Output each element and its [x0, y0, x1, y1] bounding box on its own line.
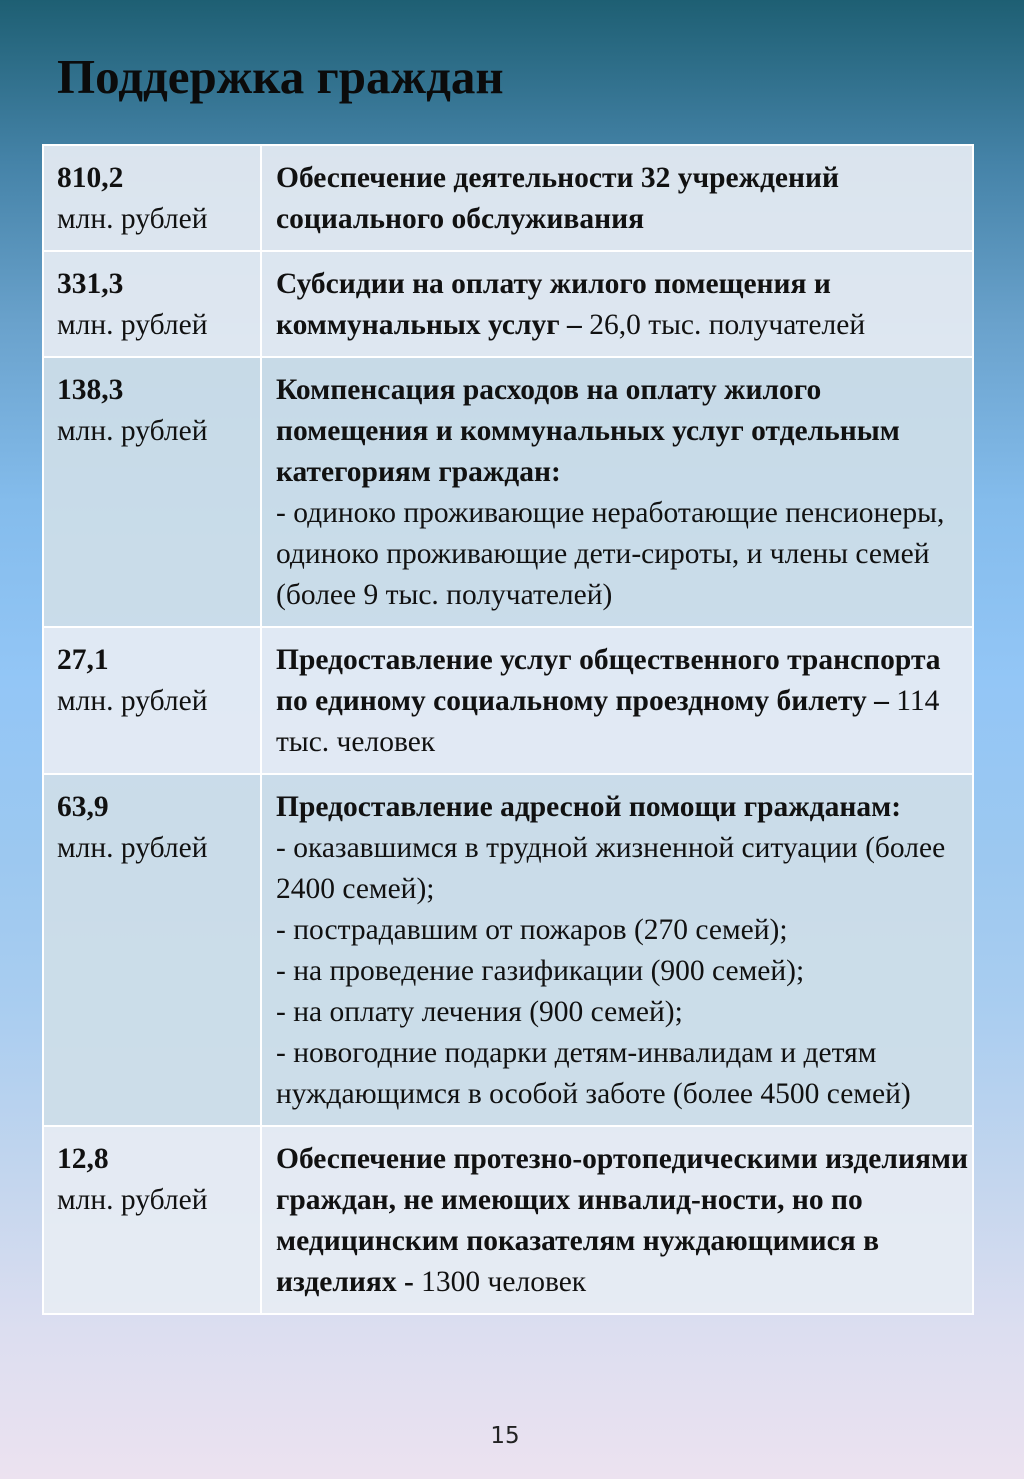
amount-unit: млн. рублей [57, 415, 208, 447]
description-cell [261, 145, 973, 251]
amount-unit: млн. рублей [57, 309, 208, 341]
table-row [43, 251, 973, 357]
table-row [43, 145, 973, 251]
amount-cell [43, 774, 261, 1126]
description-heading: Предоставление услуг общественного транспорта по единому социальному проездному билету – [276, 644, 941, 717]
description-cell [261, 627, 973, 774]
list-item: - оказавшимся в трудной жизненной ситуации (более 2400 семей); [276, 832, 946, 905]
description-cell [261, 251, 973, 357]
amount-value: 331,3 [57, 268, 124, 300]
description-heading: Компенсация расходов на оплату жилого помещения и коммунальных услуг отдельным категориям граждан: [276, 374, 900, 488]
amount-value: 63,9 [57, 791, 109, 823]
table-row [43, 774, 973, 1126]
amount-unit: млн. рублей [57, 1184, 208, 1216]
amount-cell [43, 145, 261, 251]
amount-value: 138,3 [57, 374, 124, 406]
list-item: - одиноко проживающие неработающие пенсионеры, одиноко проживающие дети-сироты, и члены семей (более 9 тыс. получателей) [276, 497, 945, 611]
description-heading: Обеспечение протезно-ортопедическими изделиями граждан, не имеющих инвалид-ности, но по медицинским показателям нуждающимися в изделиях - [276, 1143, 968, 1298]
description-note: 1300 человек [413, 1266, 587, 1298]
list-item: - на проведение газификации (900 семей); [276, 955, 805, 987]
amount-unit: млн. рублей [57, 832, 208, 864]
amount-value: 810,2 [57, 162, 124, 194]
amount-cell [43, 627, 261, 774]
table-row [43, 357, 973, 627]
table-row [43, 627, 973, 774]
amount-cell [43, 251, 261, 357]
amount-value: 27,1 [57, 644, 109, 676]
description-cell [261, 1126, 973, 1314]
list-item: - пострадавшим от пожаров (270 семей); [276, 914, 788, 946]
description-heading: Субсидии на оплату жилого помещения и коммунальных услуг – [276, 268, 831, 341]
description-heading: Предоставление адресной помощи гражданам: [276, 791, 902, 823]
support-table [42, 144, 974, 1315]
description-cell [261, 774, 973, 1126]
page-number: 15 [490, 1423, 520, 1449]
list-item: - новогодние подарки детям-инвалидам и детям нуждающимся в особой заботе (более 4500 семей) [276, 1037, 911, 1110]
list-item: - на оплату лечения (900 семей); [276, 996, 683, 1028]
page-title: Поддержка граждан [57, 49, 504, 104]
description-cell [261, 357, 973, 627]
description-note: 114 тыс. человек [276, 685, 940, 758]
description-note: 26,0 тыс. получателей [581, 309, 866, 341]
amount-unit: млн. рублей [57, 685, 208, 717]
amount-cell [43, 357, 261, 627]
amount-value: 12,8 [57, 1143, 109, 1175]
amount-unit: млн. рублей [57, 203, 208, 235]
table-row [43, 1126, 973, 1314]
amount-cell [43, 1126, 261, 1314]
description-heading: Обеспечение деятельности 32 учреждений социального обслуживания [276, 162, 839, 235]
